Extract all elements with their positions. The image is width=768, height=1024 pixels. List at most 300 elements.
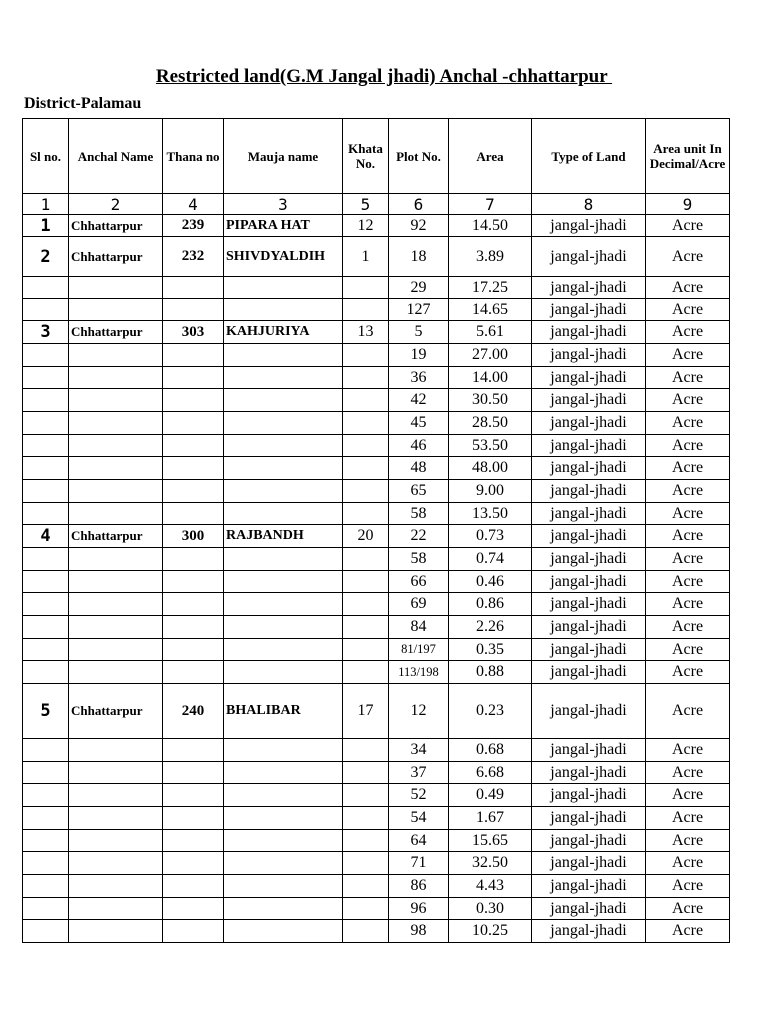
table-row bbox=[23, 830, 730, 852]
column-number-row bbox=[23, 194, 730, 215]
mauja-name-cell bbox=[224, 739, 343, 762]
type-of-land-cell: jangal-jhadi bbox=[532, 661, 646, 684]
plot-no-cell: 58 bbox=[389, 503, 449, 525]
thana-no-cell bbox=[163, 762, 224, 784]
sl-no-cell bbox=[23, 784, 69, 807]
thana-no-cell bbox=[163, 277, 224, 299]
mauja-name-cell bbox=[224, 830, 343, 852]
header-khata-no: Khata No. bbox=[343, 119, 389, 194]
area-cell: 0.23 bbox=[449, 684, 532, 739]
thana-no-cell bbox=[163, 457, 224, 480]
sl-no-cell bbox=[23, 503, 69, 525]
plot-no-cell: 12 bbox=[389, 684, 449, 739]
khata-no-cell: 20 bbox=[343, 525, 389, 548]
area-cell: 6.68 bbox=[449, 762, 532, 784]
area-unit-cell: Acre bbox=[646, 503, 730, 525]
thana-no-cell: 300 bbox=[163, 525, 224, 548]
type-of-land-cell: jangal-jhadi bbox=[532, 435, 646, 457]
khata-no-cell bbox=[343, 344, 389, 367]
anchal-name-cell bbox=[69, 367, 163, 389]
area-unit-cell: Acre bbox=[646, 389, 730, 412]
table-row bbox=[23, 739, 730, 762]
plot-no-cell: 18 bbox=[389, 237, 449, 277]
column-number: 6 bbox=[389, 194, 449, 215]
mauja-name-cell bbox=[224, 480, 343, 503]
area-unit-cell: Acre bbox=[646, 639, 730, 661]
table-row bbox=[23, 807, 730, 830]
table-row bbox=[23, 616, 730, 639]
table-row bbox=[23, 684, 730, 739]
area-unit-cell: Acre bbox=[646, 299, 730, 321]
area-cell: 0.30 bbox=[449, 898, 532, 920]
type-of-land-cell: jangal-jhadi bbox=[532, 548, 646, 571]
area-unit-cell: Acre bbox=[646, 852, 730, 875]
area-unit-cell: Acre bbox=[646, 412, 730, 435]
mauja-name-cell bbox=[224, 389, 343, 412]
type-of-land-cell: jangal-jhadi bbox=[532, 503, 646, 525]
thana-no-cell bbox=[163, 739, 224, 762]
khata-no-cell bbox=[343, 830, 389, 852]
table-row bbox=[23, 898, 730, 920]
anchal-name-cell bbox=[69, 412, 163, 435]
area-cell: 2.26 bbox=[449, 616, 532, 639]
column-number: 4 bbox=[163, 194, 224, 215]
thana-no-cell: 240 bbox=[163, 684, 224, 739]
table-row bbox=[23, 784, 730, 807]
khata-no-cell bbox=[343, 762, 389, 784]
type-of-land-cell: jangal-jhadi bbox=[532, 525, 646, 548]
anchal-name-cell: Chhattarpur bbox=[69, 525, 163, 548]
type-of-land-cell: jangal-jhadi bbox=[532, 830, 646, 852]
header-anchal-name: Anchal Name bbox=[69, 119, 163, 194]
area-cell: 1.67 bbox=[449, 807, 532, 830]
table-row bbox=[23, 321, 730, 344]
table-row bbox=[23, 571, 730, 593]
khata-no-cell: 12 bbox=[343, 215, 389, 237]
area-cell: 9.00 bbox=[449, 480, 532, 503]
table-row bbox=[23, 762, 730, 784]
sl-no-cell bbox=[23, 920, 69, 943]
column-number: 7 bbox=[449, 194, 532, 215]
thana-no-cell bbox=[163, 639, 224, 661]
thana-no-cell: 303 bbox=[163, 321, 224, 344]
anchal-name-cell bbox=[69, 784, 163, 807]
area-cell: 14.50 bbox=[449, 215, 532, 237]
plot-no-cell: 96 bbox=[389, 898, 449, 920]
header-row bbox=[23, 119, 730, 194]
type-of-land-cell: jangal-jhadi bbox=[532, 389, 646, 412]
plot-no-cell: 22 bbox=[389, 525, 449, 548]
type-of-land-cell: jangal-jhadi bbox=[532, 344, 646, 367]
plot-no-cell: 19 bbox=[389, 344, 449, 367]
plot-no-cell: 36 bbox=[389, 367, 449, 389]
khata-no-cell bbox=[343, 807, 389, 830]
sl-no-cell bbox=[23, 548, 69, 571]
mauja-name-cell bbox=[224, 503, 343, 525]
restricted-land-table bbox=[22, 118, 730, 943]
mauja-name-cell bbox=[224, 616, 343, 639]
area-unit-cell: Acre bbox=[646, 616, 730, 639]
type-of-land-cell: jangal-jhadi bbox=[532, 875, 646, 898]
table-row bbox=[23, 435, 730, 457]
type-of-land-cell: jangal-jhadi bbox=[532, 898, 646, 920]
mauja-name-cell bbox=[224, 548, 343, 571]
header-type-of-land: Type of Land bbox=[532, 119, 646, 194]
khata-no-cell bbox=[343, 299, 389, 321]
anchal-name-cell bbox=[69, 807, 163, 830]
anchal-name-cell bbox=[69, 898, 163, 920]
sl-no-cell bbox=[23, 593, 69, 616]
thana-no-cell bbox=[163, 661, 224, 684]
anchal-name-cell bbox=[69, 435, 163, 457]
anchal-name-cell bbox=[69, 389, 163, 412]
thana-no-cell bbox=[163, 480, 224, 503]
table-row bbox=[23, 920, 730, 943]
mauja-name-cell: PIPARA HAT bbox=[224, 215, 343, 237]
anchal-name-cell bbox=[69, 875, 163, 898]
sl-no-cell bbox=[23, 412, 69, 435]
area-unit-cell: Acre bbox=[646, 435, 730, 457]
sl-no-cell bbox=[23, 435, 69, 457]
plot-no-cell: 113/198 bbox=[389, 661, 449, 684]
plot-no-cell: 66 bbox=[389, 571, 449, 593]
khata-no-cell bbox=[343, 435, 389, 457]
anchal-name-cell bbox=[69, 852, 163, 875]
column-number: 8 bbox=[532, 194, 646, 215]
table-row bbox=[23, 412, 730, 435]
area-unit-cell: Acre bbox=[646, 661, 730, 684]
area-unit-cell: Acre bbox=[646, 277, 730, 299]
thana-no-cell bbox=[163, 852, 224, 875]
area-unit-cell: Acre bbox=[646, 548, 730, 571]
sl-no-cell bbox=[23, 739, 69, 762]
mauja-name-cell bbox=[224, 784, 343, 807]
area-cell: 14.65 bbox=[449, 299, 532, 321]
khata-no-cell bbox=[343, 875, 389, 898]
table-body bbox=[23, 215, 730, 943]
khata-no-cell: 1 bbox=[343, 237, 389, 277]
type-of-land-cell: jangal-jhadi bbox=[532, 684, 646, 739]
khata-no-cell bbox=[343, 389, 389, 412]
sl-no-cell bbox=[23, 571, 69, 593]
mauja-name-cell bbox=[224, 344, 343, 367]
area-cell: 0.73 bbox=[449, 525, 532, 548]
sl-no-cell bbox=[23, 299, 69, 321]
area-unit-cell: Acre bbox=[646, 684, 730, 739]
header-mauja-name: Mauja name bbox=[224, 119, 343, 194]
type-of-land-cell: jangal-jhadi bbox=[532, 593, 646, 616]
khata-no-cell bbox=[343, 661, 389, 684]
khata-no-cell bbox=[343, 784, 389, 807]
anchal-name-cell bbox=[69, 344, 163, 367]
mauja-name-cell bbox=[224, 762, 343, 784]
area-unit-cell: Acre bbox=[646, 920, 730, 943]
anchal-name-cell bbox=[69, 277, 163, 299]
area-cell: 4.43 bbox=[449, 875, 532, 898]
area-cell: 17.25 bbox=[449, 277, 532, 299]
anchal-name-cell bbox=[69, 739, 163, 762]
area-unit-cell: Acre bbox=[646, 593, 730, 616]
mauja-name-cell: BHALIBAR bbox=[224, 684, 343, 739]
khata-no-cell bbox=[343, 480, 389, 503]
type-of-land-cell: jangal-jhadi bbox=[532, 321, 646, 344]
area-unit-cell: Acre bbox=[646, 875, 730, 898]
type-of-land-cell: jangal-jhadi bbox=[532, 457, 646, 480]
khata-no-cell bbox=[343, 457, 389, 480]
anchal-name-cell bbox=[69, 457, 163, 480]
mauja-name-cell: KAHJURIYA bbox=[224, 321, 343, 344]
thana-no-cell bbox=[163, 593, 224, 616]
area-unit-cell: Acre bbox=[646, 344, 730, 367]
type-of-land-cell: jangal-jhadi bbox=[532, 277, 646, 299]
thana-no-cell: 232 bbox=[163, 237, 224, 277]
area-unit-cell: Acre bbox=[646, 739, 730, 762]
type-of-land-cell: jangal-jhadi bbox=[532, 807, 646, 830]
mauja-name-cell bbox=[224, 593, 343, 616]
table-row bbox=[23, 237, 730, 277]
type-of-land-cell: jangal-jhadi bbox=[532, 616, 646, 639]
sl-no-cell bbox=[23, 389, 69, 412]
area-cell: 27.00 bbox=[449, 344, 532, 367]
khata-no-cell bbox=[343, 503, 389, 525]
thana-no-cell bbox=[163, 784, 224, 807]
area-cell: 0.49 bbox=[449, 784, 532, 807]
anchal-name-cell: Chhattarpur bbox=[69, 237, 163, 277]
area-cell: 30.50 bbox=[449, 389, 532, 412]
mauja-name-cell bbox=[224, 367, 343, 389]
anchal-name-cell bbox=[69, 571, 163, 593]
thana-no-cell bbox=[163, 898, 224, 920]
khata-no-cell bbox=[343, 412, 389, 435]
table-row bbox=[23, 875, 730, 898]
plot-no-cell: 45 bbox=[389, 412, 449, 435]
area-cell: 5.61 bbox=[449, 321, 532, 344]
area-cell: 14.00 bbox=[449, 367, 532, 389]
type-of-land-cell: jangal-jhadi bbox=[532, 480, 646, 503]
page-title: Restricted land(G.M Jangal jhadi) Anchal -chhattarpur bbox=[155, 66, 613, 87]
area-cell: 15.65 bbox=[449, 830, 532, 852]
table-row bbox=[23, 852, 730, 875]
khata-no-cell: 13 bbox=[343, 321, 389, 344]
khata-no-cell bbox=[343, 367, 389, 389]
table-row bbox=[23, 639, 730, 661]
plot-no-cell: 69 bbox=[389, 593, 449, 616]
area-unit-cell: Acre bbox=[646, 762, 730, 784]
thana-no-cell bbox=[163, 503, 224, 525]
area-unit-cell: Acre bbox=[646, 830, 730, 852]
area-cell: 0.86 bbox=[449, 593, 532, 616]
header-area-unit: Area unit In Decimal/Acre bbox=[646, 119, 730, 194]
area-cell: 0.46 bbox=[449, 571, 532, 593]
plot-no-cell: 64 bbox=[389, 830, 449, 852]
area-unit-cell: Acre bbox=[646, 237, 730, 277]
plot-no-cell: 98 bbox=[389, 920, 449, 943]
anchal-name-cell bbox=[69, 616, 163, 639]
type-of-land-cell: jangal-jhadi bbox=[532, 237, 646, 277]
anchal-name-cell: Chhattarpur bbox=[69, 215, 163, 237]
khata-no-cell bbox=[343, 898, 389, 920]
area-unit-cell: Acre bbox=[646, 321, 730, 344]
header-plot-no: Plot No. bbox=[389, 119, 449, 194]
area-cell: 53.50 bbox=[449, 435, 532, 457]
table-row bbox=[23, 344, 730, 367]
table-row bbox=[23, 389, 730, 412]
mauja-name-cell bbox=[224, 639, 343, 661]
type-of-land-cell: jangal-jhadi bbox=[532, 739, 646, 762]
district-label: District-Palamau bbox=[24, 95, 142, 112]
area-unit-cell: Acre bbox=[646, 571, 730, 593]
table-row bbox=[23, 457, 730, 480]
anchal-name-cell bbox=[69, 503, 163, 525]
mauja-name-cell bbox=[224, 875, 343, 898]
mauja-name-cell bbox=[224, 571, 343, 593]
sl-no-cell bbox=[23, 367, 69, 389]
plot-no-cell: 58 bbox=[389, 548, 449, 571]
area-unit-cell: Acre bbox=[646, 215, 730, 237]
area-unit-cell: Acre bbox=[646, 807, 730, 830]
plot-no-cell: 84 bbox=[389, 616, 449, 639]
sl-no-cell: 5 bbox=[23, 684, 69, 739]
plot-no-cell: 48 bbox=[389, 457, 449, 480]
mauja-name-cell bbox=[224, 920, 343, 943]
anchal-name-cell: Chhattarpur bbox=[69, 321, 163, 344]
sl-no-cell: 4 bbox=[23, 525, 69, 548]
plot-no-cell: 52 bbox=[389, 784, 449, 807]
sl-no-cell bbox=[23, 277, 69, 299]
khata-no-cell bbox=[343, 277, 389, 299]
type-of-land-cell: jangal-jhadi bbox=[532, 412, 646, 435]
plot-no-cell: 81/197 bbox=[389, 639, 449, 661]
khata-no-cell bbox=[343, 616, 389, 639]
table-row bbox=[23, 367, 730, 389]
anchal-name-cell bbox=[69, 548, 163, 571]
column-number: 5 bbox=[343, 194, 389, 215]
mauja-name-cell bbox=[224, 435, 343, 457]
column-number: 3 bbox=[224, 194, 343, 215]
plot-no-cell: 42 bbox=[389, 389, 449, 412]
thana-no-cell bbox=[163, 412, 224, 435]
type-of-land-cell: jangal-jhadi bbox=[532, 852, 646, 875]
sl-no-cell bbox=[23, 457, 69, 480]
type-of-land-cell: jangal-jhadi bbox=[532, 367, 646, 389]
khata-no-cell bbox=[343, 593, 389, 616]
area-unit-cell: Acre bbox=[646, 898, 730, 920]
sl-no-cell bbox=[23, 661, 69, 684]
anchal-name-cell bbox=[69, 762, 163, 784]
plot-no-cell: 65 bbox=[389, 480, 449, 503]
type-of-land-cell: jangal-jhadi bbox=[532, 571, 646, 593]
plot-no-cell: 127 bbox=[389, 299, 449, 321]
area-cell: 48.00 bbox=[449, 457, 532, 480]
sl-no-cell bbox=[23, 852, 69, 875]
mauja-name-cell bbox=[224, 412, 343, 435]
table-row bbox=[23, 548, 730, 571]
sl-no-cell: 1 bbox=[23, 215, 69, 237]
area-unit-cell: Acre bbox=[646, 457, 730, 480]
area-cell: 13.50 bbox=[449, 503, 532, 525]
table-row bbox=[23, 503, 730, 525]
khata-no-cell bbox=[343, 548, 389, 571]
sl-no-cell bbox=[23, 807, 69, 830]
type-of-land-cell: jangal-jhadi bbox=[532, 299, 646, 321]
mauja-name-cell bbox=[224, 277, 343, 299]
thana-no-cell bbox=[163, 367, 224, 389]
area-unit-cell: Acre bbox=[646, 367, 730, 389]
plot-no-cell: 46 bbox=[389, 435, 449, 457]
mauja-name-cell bbox=[224, 807, 343, 830]
plot-no-cell: 29 bbox=[389, 277, 449, 299]
thana-no-cell bbox=[163, 548, 224, 571]
type-of-land-cell: jangal-jhadi bbox=[532, 920, 646, 943]
anchal-name-cell bbox=[69, 661, 163, 684]
sl-no-cell bbox=[23, 830, 69, 852]
anchal-name-cell bbox=[69, 830, 163, 852]
area-cell: 10.25 bbox=[449, 920, 532, 943]
anchal-name-cell bbox=[69, 593, 163, 616]
khata-no-cell bbox=[343, 639, 389, 661]
plot-no-cell: 54 bbox=[389, 807, 449, 830]
thana-no-cell: 239 bbox=[163, 215, 224, 237]
area-cell: 32.50 bbox=[449, 852, 532, 875]
mauja-name-cell: RAJBANDH bbox=[224, 525, 343, 548]
table-row bbox=[23, 593, 730, 616]
thana-no-cell bbox=[163, 830, 224, 852]
area-cell: 0.68 bbox=[449, 739, 532, 762]
plot-no-cell: 5 bbox=[389, 321, 449, 344]
khata-no-cell bbox=[343, 920, 389, 943]
table-row bbox=[23, 277, 730, 299]
plot-no-cell: 92 bbox=[389, 215, 449, 237]
table-row bbox=[23, 525, 730, 548]
thana-no-cell bbox=[163, 807, 224, 830]
khata-no-cell bbox=[343, 571, 389, 593]
mauja-name-cell bbox=[224, 661, 343, 684]
thana-no-cell bbox=[163, 299, 224, 321]
area-unit-cell: Acre bbox=[646, 784, 730, 807]
area-cell: 28.50 bbox=[449, 412, 532, 435]
mauja-name-cell bbox=[224, 299, 343, 321]
sl-no-cell: 2 bbox=[23, 237, 69, 277]
khata-no-cell: 17 bbox=[343, 684, 389, 739]
mauja-name-cell: SHIVDYALDIH bbox=[224, 237, 343, 277]
column-number: 1 bbox=[23, 194, 69, 215]
type-of-land-cell: jangal-jhadi bbox=[532, 215, 646, 237]
sl-no-cell bbox=[23, 480, 69, 503]
mauja-name-cell bbox=[224, 852, 343, 875]
anchal-name-cell bbox=[69, 639, 163, 661]
area-cell: 0.88 bbox=[449, 661, 532, 684]
area-cell: 0.74 bbox=[449, 548, 532, 571]
area-cell: 3.89 bbox=[449, 237, 532, 277]
table-row bbox=[23, 299, 730, 321]
plot-no-cell: 71 bbox=[389, 852, 449, 875]
anchal-name-cell bbox=[69, 299, 163, 321]
type-of-land-cell: jangal-jhadi bbox=[532, 762, 646, 784]
thana-no-cell bbox=[163, 435, 224, 457]
sl-no-cell bbox=[23, 639, 69, 661]
thana-no-cell bbox=[163, 616, 224, 639]
area-unit-cell: Acre bbox=[646, 525, 730, 548]
table-row bbox=[23, 215, 730, 237]
type-of-land-cell: jangal-jhadi bbox=[532, 784, 646, 807]
table-row bbox=[23, 480, 730, 503]
thana-no-cell bbox=[163, 344, 224, 367]
khata-no-cell bbox=[343, 852, 389, 875]
plot-no-cell: 37 bbox=[389, 762, 449, 784]
thana-no-cell bbox=[163, 920, 224, 943]
sl-no-cell bbox=[23, 875, 69, 898]
anchal-name-cell bbox=[69, 920, 163, 943]
